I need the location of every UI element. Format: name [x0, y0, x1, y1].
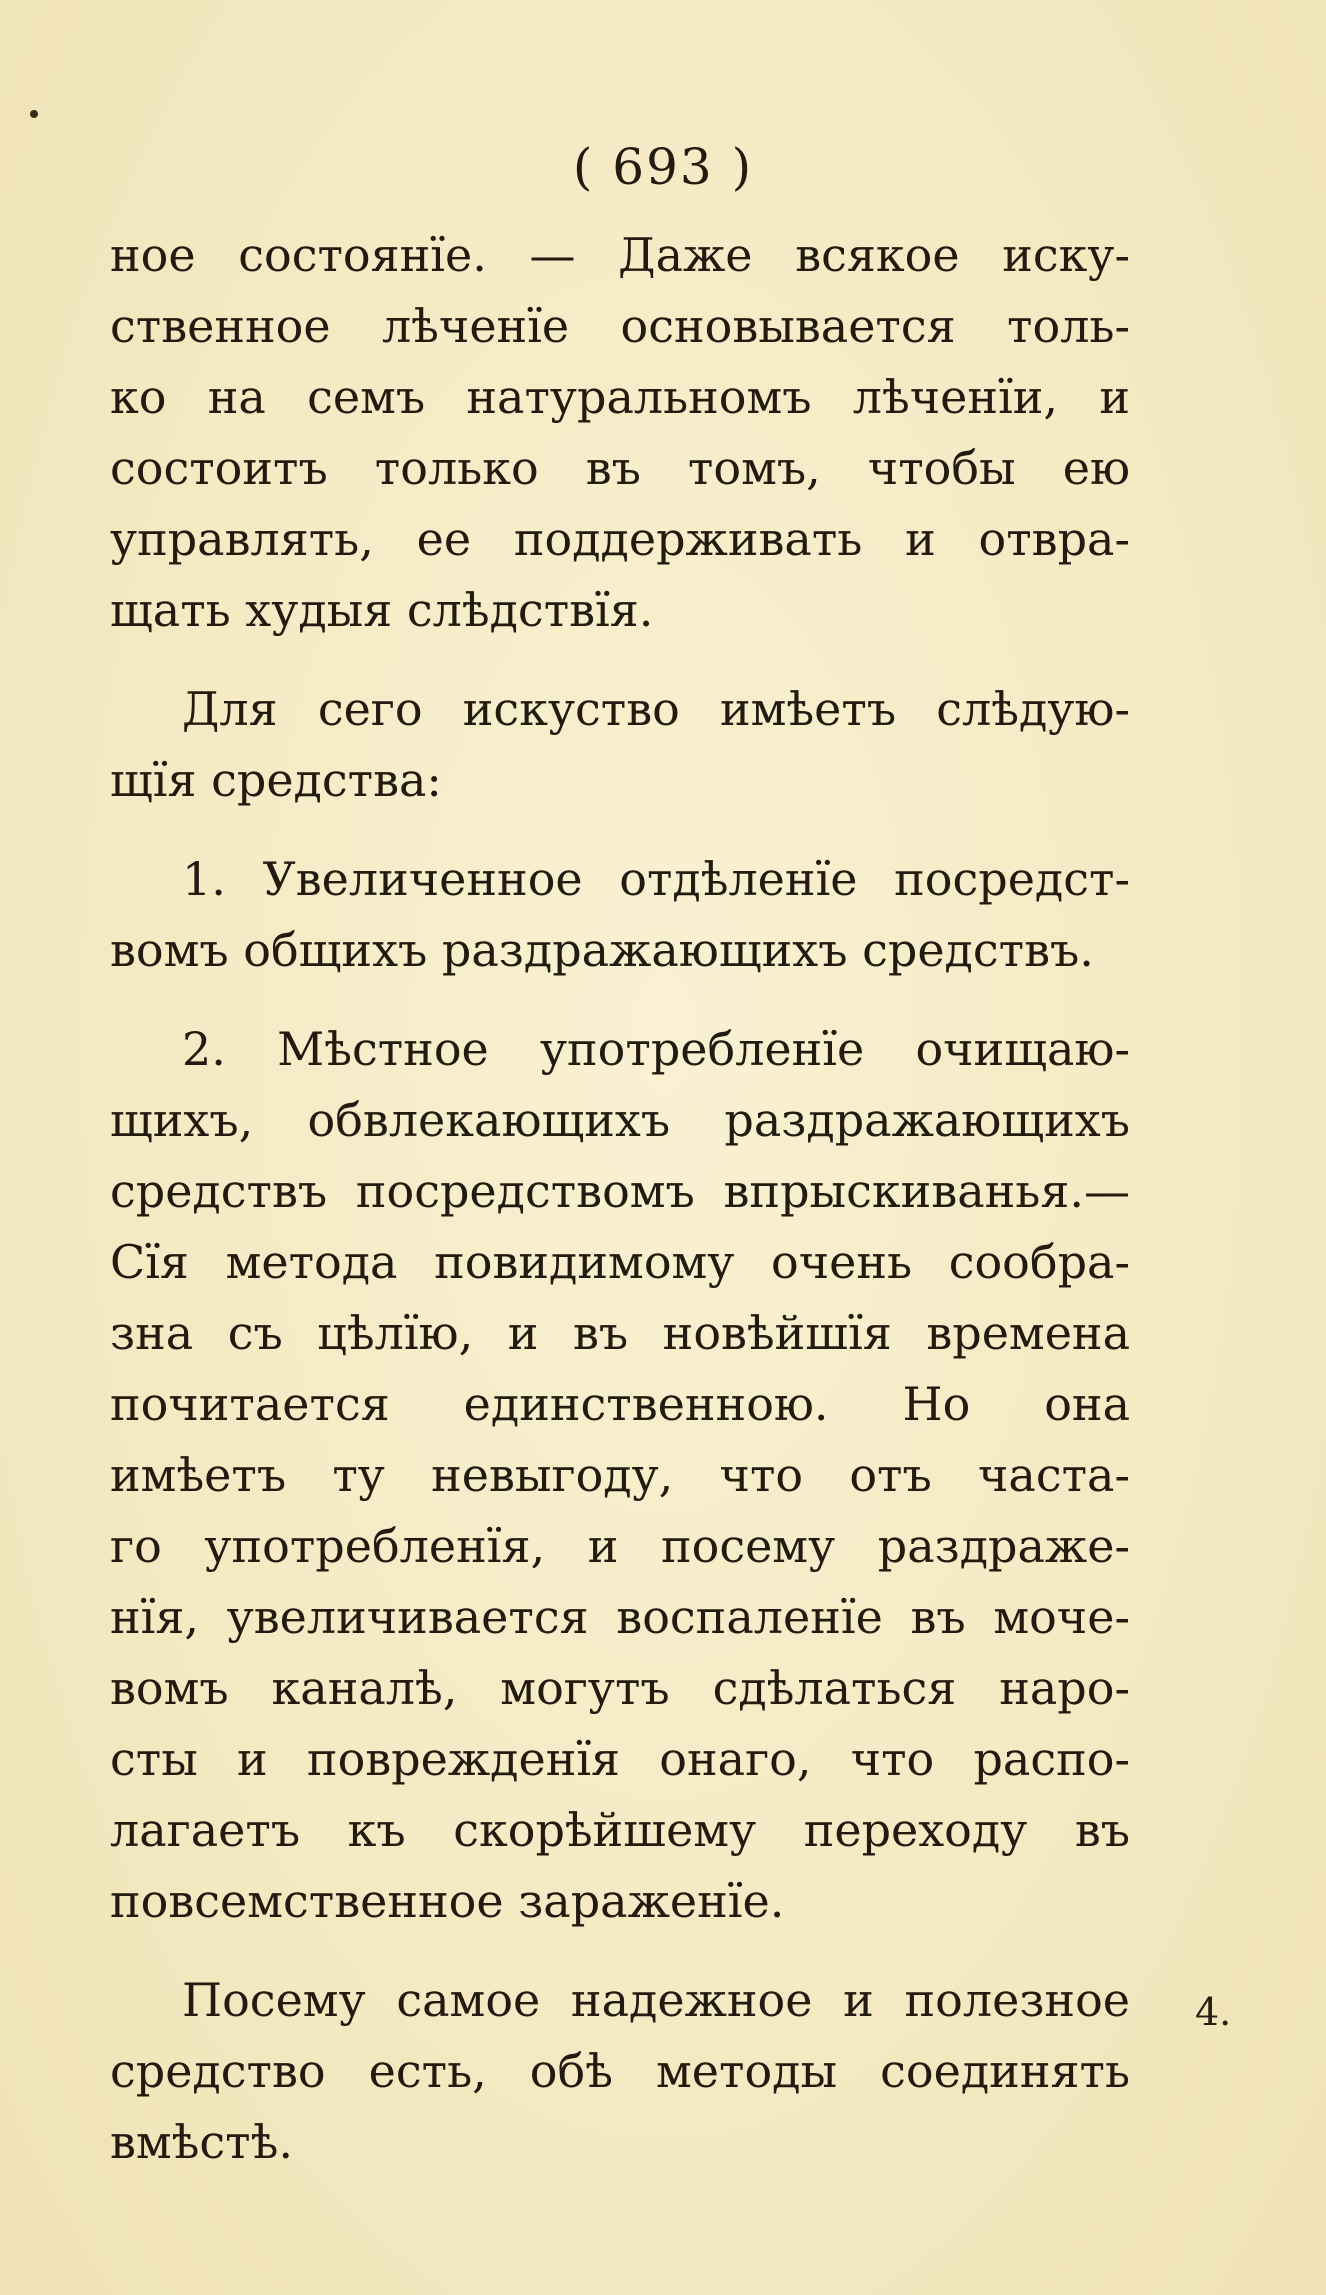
- text-line: имѣетъ ту невыгоду, что отъ часта-: [110, 1448, 1130, 1502]
- text-line: ное состоянїе. — Даже всякое иску-: [110, 228, 1130, 282]
- text-line: щихъ, обвлекающихъ раздражающихъ: [110, 1093, 1130, 1147]
- text-line: управлять, ее поддерживать и отвра-: [110, 512, 1130, 566]
- text-line: состоитъ только въ томъ, чтобы ею: [110, 441, 1130, 495]
- ink-speck: [30, 110, 38, 118]
- text-line: 1. Увеличенное отдѣленїе посредст-: [182, 852, 1130, 906]
- text-line: го употребленїя, и посему раздраже-: [110, 1519, 1130, 1573]
- text-line: сты и поврежденїя онаго, что распо-: [110, 1732, 1130, 1786]
- text-line: Для сего искуство имѣетъ слѣдую-: [182, 682, 1130, 736]
- text-line: почитается единственною. Но она: [110, 1377, 1130, 1431]
- margin-mark: 4.: [1195, 1990, 1232, 2034]
- text-line: 2. Мѣстное употребленїе очищаю-: [182, 1022, 1130, 1076]
- body-text: [110, 220, 1130, 2178]
- text-line: вомъ общихъ раздражающихъ средствъ.: [110, 923, 1094, 977]
- text-line: вмѣстѣ.: [110, 2115, 293, 2169]
- text-line: Посему самое надежное и полезное: [182, 1973, 1130, 2027]
- text-line: Сїя метода повидимому очень сообра-: [110, 1235, 1130, 1289]
- text-line: ко на семъ натуральномъ лѣченїи, и: [110, 370, 1130, 424]
- text-line: средствъ посредствомъ впрыскиванья.—: [110, 1164, 1130, 1218]
- text-line: повсемственное зараженїе.: [110, 1874, 785, 1928]
- text-line: вомъ каналѣ, могутъ сдѣлаться наро-: [110, 1661, 1130, 1715]
- text-line: щїя средства:: [110, 753, 442, 807]
- page-number: ( 693 ): [572, 138, 754, 196]
- text-line: щать худыя слѣдствїя.: [110, 583, 654, 637]
- text-line: средство есть, обѣ методы соединять: [110, 2044, 1130, 2098]
- text-line: ственное лѣченїе основывается толь-: [110, 299, 1130, 353]
- text-line: лагаетъ къ скорѣйшему переходу въ: [110, 1803, 1130, 1857]
- text-line: нїя, увеличивается воспаленїе въ моче-: [110, 1590, 1130, 1644]
- text-line: зна съ цѣлїю, и въ новѣйшїя времена: [110, 1306, 1130, 1360]
